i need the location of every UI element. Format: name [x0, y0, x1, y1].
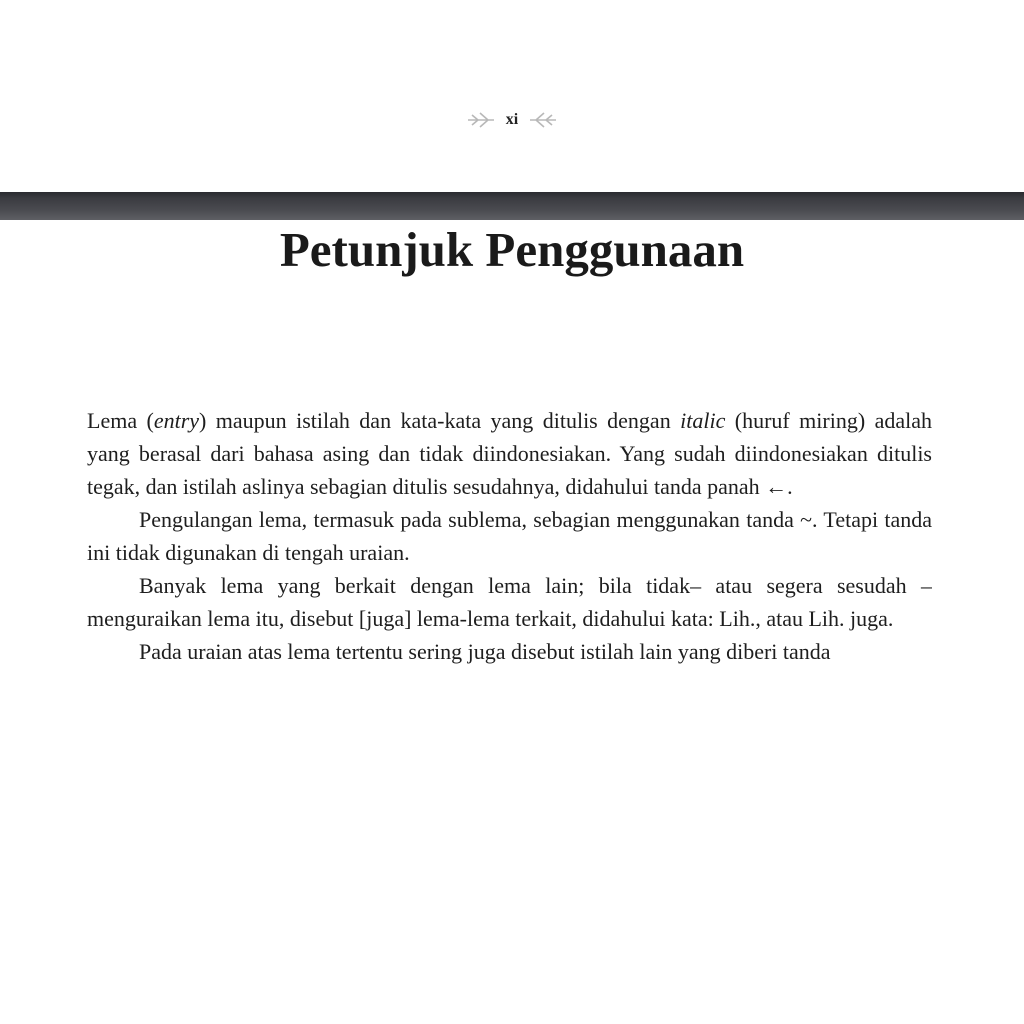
paragraph-1-part-c: (huruf miring) adalah yang berasal dari bahasa asing dan tidak diindonesiakan. Yang sudah diindonesiakan ditulis tegak, dan istilah aslinya sebagian ditulis sesudahnya, didahului tanda panah ←. [87, 408, 932, 499]
body-text [87, 404, 932, 732]
paragraph-1-italic-word: italic [680, 408, 726, 433]
page-folio [0, 106, 1024, 134]
paragraph-1-entry-italic: entry [153, 408, 200, 433]
right-ornament-icon [528, 110, 558, 130]
paragraph-3: Banyak lema yang berkait dengan lema lain; bila tidak– atau segera sesudah –menguraikan lema itu, disebut [juga] lema-lema terkait, didahului kata: Lih., atau Lih. juga. [87, 573, 932, 631]
previous-page-bottom [0, 0, 1024, 192]
page-title: Petunjuk Penggunaan [279, 222, 745, 277]
left-ornament-icon [466, 110, 496, 130]
paragraph-1-part-a: Lema ( [87, 408, 154, 433]
paragraph-4: Pada uraian atas lema tertentu sering juga disebut istilah lain yang diberi tanda [139, 639, 831, 664]
paragraph-2: Pengulangan lema, termasuk pada sublema, sebagian menggunakan tanda ~. Tetapi tanda ini tidak digunakan di tengah uraian. [87, 507, 932, 565]
page-number: xi [505, 111, 519, 128]
paragraph-1 [87, 404, 932, 503]
page-separator [0, 192, 1024, 220]
paragraph-1-part-b: ) maupun istilah dan kata-kata yang ditulis dengan [199, 408, 681, 433]
